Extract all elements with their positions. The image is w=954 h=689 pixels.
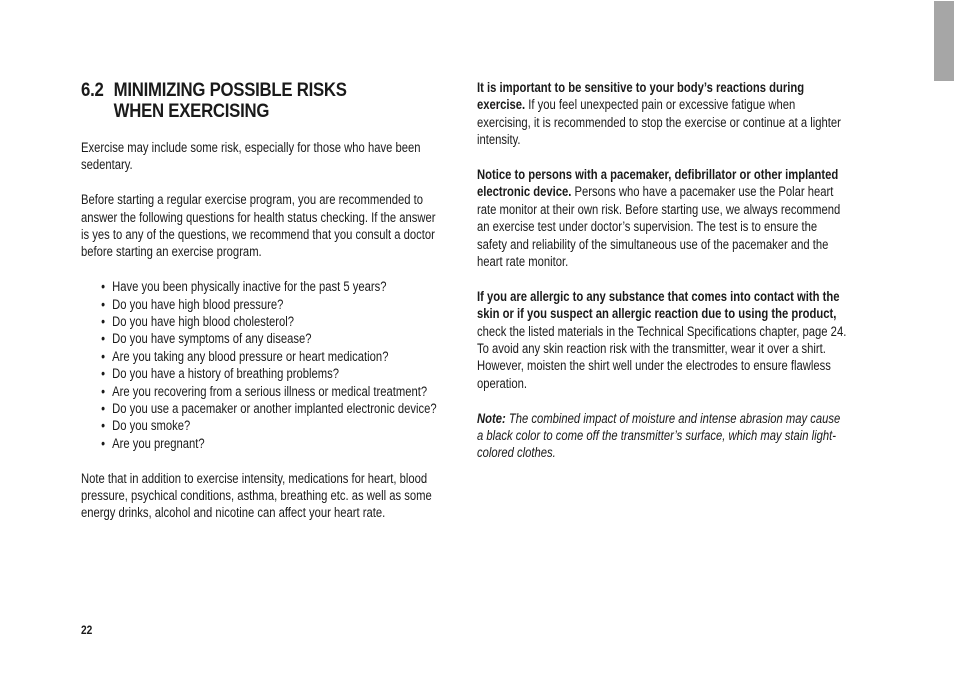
- page-number: 22: [81, 623, 93, 637]
- list-item: • Do you have a history of breathing problems?: [112, 365, 438, 382]
- note-label: Note:: [477, 410, 506, 426]
- note-paragraph: Note that in addition to exercise intensity, medications for heart, blood pressure, psychical conditions, asthma, breathing etc. as well as some energy drinks, alcohol and nicotine can affect your heart rate.: [81, 470, 432, 521]
- section-heading: [81, 80, 408, 122]
- section-title-line1: MINIMIZING POSSIBLE RISKS: [113, 79, 347, 101]
- before-paragraph: Before starting a regular exercise program, you are recommended to answer the following questions for health status checking. If the answer is yes to any of the questions, we recommend that you consult a doctor before starting an exercise program.: [81, 192, 436, 260]
- allergy-text: check the listed materials in the Technical Specifications chapter, page 24. To avoid any skin reaction risk with the transmitter, wear it over a shirt. However, moisten the shirt well under the electrodes to ensure flawless operation.: [477, 323, 847, 391]
- sensitivity-text: If you feel unexpected pain or excessive fatigue when exercising, it is recommended to stop the exercise or continue at a lighter intensity.: [477, 97, 841, 148]
- chapter-tab: [934, 1, 954, 81]
- section-number: 6.2: [81, 79, 104, 101]
- list-item: • Do you have high blood cholesterol?: [112, 313, 438, 330]
- intro-paragraph: Exercise may include some risk, especially for those who have been sedentary.: [81, 140, 421, 173]
- list-item: • Do you smoke?: [112, 417, 438, 434]
- note-text: The combined impact of moisture and intense abrasion may cause a black color to come off the transmitter’s surface, which may stain light-colored clothes.: [477, 410, 841, 461]
- section-title-line2: WHEN EXERCISING: [113, 100, 270, 122]
- left-column: [81, 139, 438, 522]
- list-item: • Do you have symptoms of any disease?: [112, 330, 438, 347]
- pacemaker-paragraph: [477, 166, 847, 270]
- health-questions-list: [81, 278, 438, 452]
- allergy-bold: If you are allergic to any substance that comes into contact with the skin or if you suspect an allergic reaction due to using the product,: [477, 288, 840, 322]
- right-column: [477, 79, 847, 462]
- list-item: • Are you recovering from a serious illness or medical treatment?: [112, 383, 438, 400]
- list-item: • Do you use a pacemaker or another implanted electronic device?: [112, 400, 438, 417]
- sensitivity-paragraph: [477, 79, 847, 149]
- sensitivity-bold: It is important to be sensitive to your body’s reactions during exercise.: [477, 80, 805, 113]
- list-item: • Have you been physically inactive for the past 5 years?: [112, 278, 438, 295]
- list-item: • Are you pregnant?: [112, 435, 438, 452]
- pacemaker-text: Persons who have a pacemaker use the Polar heart rate monitor at their own risk. Before starting use, we always recommend an exercise test under doctor’s supervision. The test is to ensure the safety and reliability of the simultaneous use of the pacemaker and the heart rate monitor.: [477, 184, 841, 270]
- list-item: • Do you have high blood pressure?: [112, 296, 438, 313]
- list-item: • Are you taking any blood pressure or heart medication?: [112, 348, 438, 365]
- allergy-paragraph: [477, 288, 847, 392]
- moisture-note-paragraph: [477, 410, 847, 462]
- pacemaker-bold: Notice to persons with a pacemaker, defibrillator or other implanted electronic device.: [477, 167, 839, 200]
